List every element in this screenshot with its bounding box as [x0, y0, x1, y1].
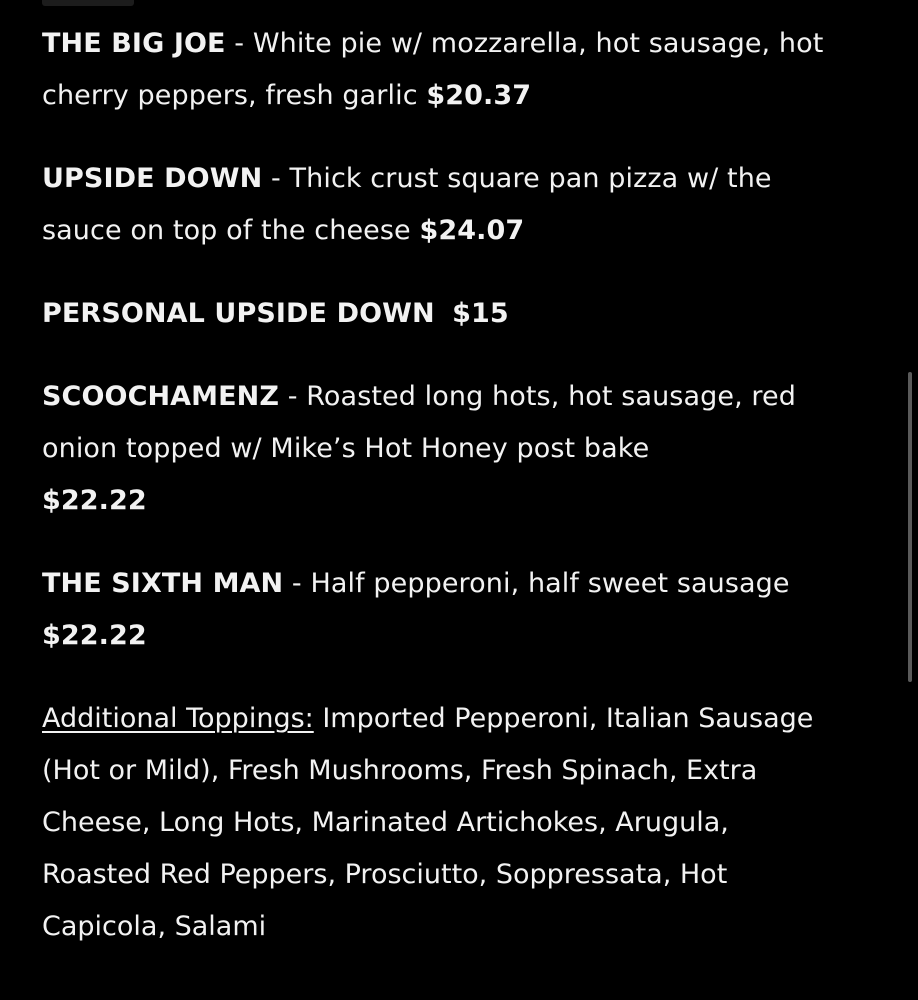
menu-item-price: $24.07	[419, 215, 525, 246]
menu-item-description: Thick crust square pan pizza w/ the sauce on top of the cheese	[42, 163, 772, 246]
menu-item-upside-down	[42, 153, 842, 257]
menu-item-name: THE BIG JOE	[42, 28, 226, 59]
menu-item-description	[435, 298, 452, 329]
additional-toppings-list: Imported Pepperoni, Italian Sausage (Hot or Mild), Fresh Mushrooms, Fresh Spinach, Extra Cheese, Long Hots, Marinated Artichokes, Arugula, Roasted Red Peppers, Prosciutto, Soppressata, Hot Capicola, Salami	[42, 703, 814, 942]
menu-item-separator: -	[279, 381, 307, 412]
pizza-menu	[42, 18, 842, 953]
menu-item-description: White pie w/ mozzarella, hot sausage, hot cherry peppers, fresh garlic	[42, 28, 824, 111]
top-cropped-fragment	[42, 0, 134, 6]
menu-item-the-sixth-man	[42, 558, 842, 662]
vertical-scrollbar[interactable]	[908, 372, 912, 682]
menu-item-separator: -	[262, 163, 290, 194]
menu-item-personal-upside-down	[42, 288, 842, 340]
menu-item-description: Roasted long hots, hot sausage, red onion topped w/ Mike’s Hot Honey post bake	[42, 381, 796, 464]
menu-item-price: $20.37	[426, 80, 532, 111]
menu-item-name: SCOOCHAMENZ	[42, 381, 280, 412]
menu-item-name: PERSONAL UPSIDE DOWN	[42, 298, 435, 329]
menu-item-price: $22.22	[42, 485, 147, 516]
additional-toppings	[42, 693, 842, 953]
additional-toppings-label: Additional Toppings:	[42, 703, 314, 734]
menu-item-separator: -	[225, 28, 253, 59]
menu-item-separator: -	[283, 568, 311, 599]
menu-item-scoochamenz	[42, 371, 842, 527]
menu-item-the-big-joe	[42, 18, 842, 122]
menu-item-name: UPSIDE DOWN	[42, 163, 263, 194]
menu-item-name: THE SIXTH MAN	[42, 568, 284, 599]
menu-item-price: $22.22	[42, 620, 147, 651]
menu-item-description: Half pepperoni, half sweet sausage	[310, 568, 790, 599]
menu-item-price: $15	[452, 298, 509, 329]
